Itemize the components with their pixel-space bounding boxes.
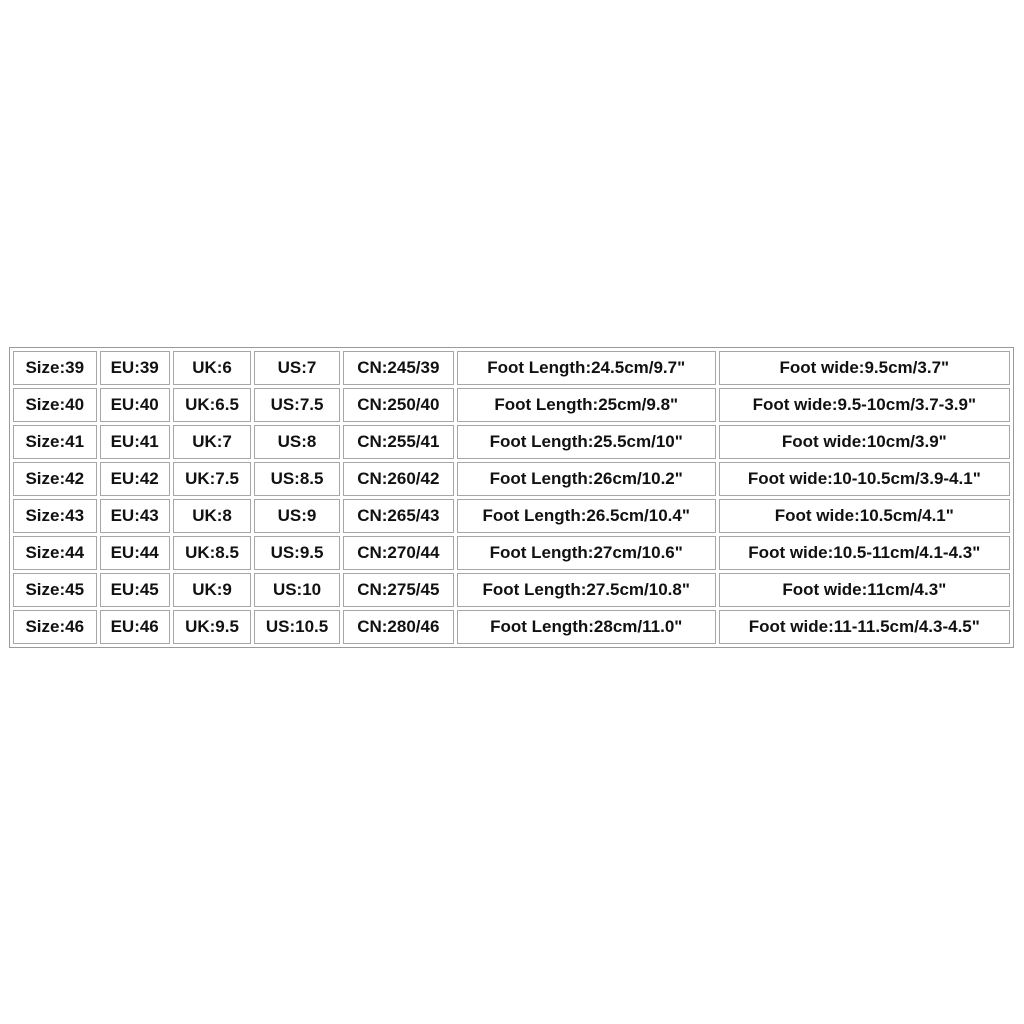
size-cell: Size:45 — [13, 573, 97, 607]
uk-cell: UK:6.5 — [173, 388, 251, 422]
table-row — [13, 610, 1010, 644]
foot-wide-cell: Foot wide:10cm/3.9" — [719, 425, 1010, 459]
us-cell: US:10.5 — [254, 610, 340, 644]
size-cell: Size:39 — [13, 351, 97, 385]
cn-cell: CN:245/39 — [343, 351, 454, 385]
foot-length-cell: Foot Length:25.5cm/10" — [457, 425, 716, 459]
size-cell: Size:41 — [13, 425, 97, 459]
cn-cell: CN:250/40 — [343, 388, 454, 422]
eu-cell: EU:39 — [100, 351, 170, 385]
us-cell: US:9 — [254, 499, 340, 533]
eu-cell: EU:46 — [100, 610, 170, 644]
foot-wide-cell: Foot wide:9.5-10cm/3.7-3.9" — [719, 388, 1010, 422]
foot-wide-cell: Foot wide:10.5cm/4.1" — [719, 499, 1010, 533]
cn-cell: CN:260/42 — [343, 462, 454, 496]
uk-cell: UK:8 — [173, 499, 251, 533]
foot-wide-cell: Foot wide:9.5cm/3.7" — [719, 351, 1010, 385]
foot-length-cell: Foot Length:27.5cm/10.8" — [457, 573, 716, 607]
uk-cell: UK:8.5 — [173, 536, 251, 570]
foot-wide-cell: Foot wide:10.5-11cm/4.1-4.3" — [719, 536, 1010, 570]
us-cell: US:9.5 — [254, 536, 340, 570]
uk-cell: UK:9 — [173, 573, 251, 607]
foot-wide-cell: Foot wide:10-10.5cm/3.9-4.1" — [719, 462, 1010, 496]
table-row — [13, 573, 1010, 607]
us-cell: US:7 — [254, 351, 340, 385]
uk-cell: UK:7.5 — [173, 462, 251, 496]
cn-cell: CN:255/41 — [343, 425, 454, 459]
foot-length-cell: Foot Length:24.5cm/9.7" — [457, 351, 716, 385]
foot-length-cell: Foot Length:26.5cm/10.4" — [457, 499, 716, 533]
size-cell: Size:40 — [13, 388, 97, 422]
eu-cell: EU:44 — [100, 536, 170, 570]
table-row — [13, 388, 1010, 422]
foot-wide-cell: Foot wide:11cm/4.3" — [719, 573, 1010, 607]
size-chart-table — [9, 347, 1014, 648]
uk-cell: UK:6 — [173, 351, 251, 385]
table-row — [13, 351, 1010, 385]
us-cell: US:7.5 — [254, 388, 340, 422]
size-cell: Size:44 — [13, 536, 97, 570]
foot-wide-cell: Foot wide:11-11.5cm/4.3-4.5" — [719, 610, 1010, 644]
us-cell: US:10 — [254, 573, 340, 607]
table-row — [13, 462, 1010, 496]
cn-cell: CN:275/45 — [343, 573, 454, 607]
us-cell: US:8 — [254, 425, 340, 459]
foot-length-cell: Foot Length:25cm/9.8" — [457, 388, 716, 422]
foot-length-cell: Foot Length:28cm/11.0" — [457, 610, 716, 644]
eu-cell: EU:43 — [100, 499, 170, 533]
size-cell: Size:43 — [13, 499, 97, 533]
cn-cell: CN:270/44 — [343, 536, 454, 570]
eu-cell: EU:42 — [100, 462, 170, 496]
us-cell: US:8.5 — [254, 462, 340, 496]
size-cell: Size:46 — [13, 610, 97, 644]
uk-cell: UK:9.5 — [173, 610, 251, 644]
cn-cell: CN:265/43 — [343, 499, 454, 533]
eu-cell: EU:40 — [100, 388, 170, 422]
table-row — [13, 499, 1010, 533]
foot-length-cell: Foot Length:27cm/10.6" — [457, 536, 716, 570]
size-cell: Size:42 — [13, 462, 97, 496]
eu-cell: EU:41 — [100, 425, 170, 459]
table-row — [13, 425, 1010, 459]
foot-length-cell: Foot Length:26cm/10.2" — [457, 462, 716, 496]
cn-cell: CN:280/46 — [343, 610, 454, 644]
uk-cell: UK:7 — [173, 425, 251, 459]
eu-cell: EU:45 — [100, 573, 170, 607]
table-row — [13, 536, 1010, 570]
size-chart-body — [13, 351, 1010, 644]
